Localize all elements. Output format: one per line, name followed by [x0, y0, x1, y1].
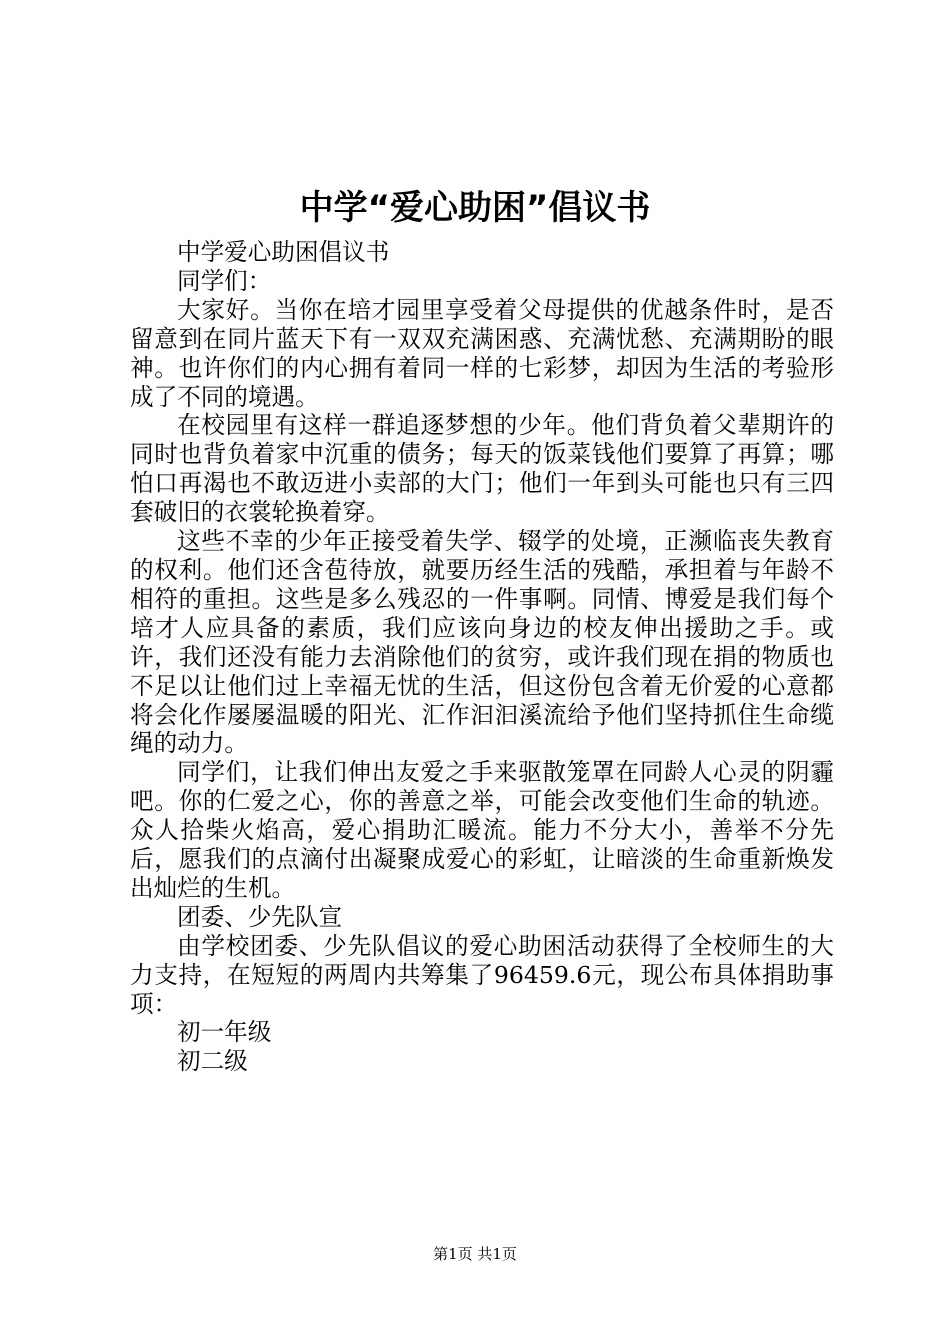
paragraph-subtitle: 中学爱心助困倡议书: [177, 238, 390, 266]
paragraph-grade-2: 初二级: [177, 1047, 248, 1076]
paragraph-call-to-action: 同学们，让我们伸出友爱之手来驱散笼罩在同龄人心灵的阴霾吧。你的仁爱之心，你的善意之举，可能会改变他们生命的轨迹。众人拾柴火焰高，爱心捐助汇暖流。能力不分大小，善举不分先后，愿我们的点滴付出凝聚成爱心的彩虹，让暗淡的生命重新焕发出灿烂的生机。: [130, 758, 834, 902]
paragraph-students: 在校园里有这样一群追逐梦想的少年。他们背负着父辈期许的同时也背负着家中沉重的债务；每天的饭菜钱他们要算了再算；哪怕口再渴也不敢迈进小卖部的大门；他们一年到头可能也只有三四套破旧的衣裳轮换着穿。: [130, 411, 834, 527]
paragraph-appeal: 这些不幸的少年正接受着失学、辍学的处境，正濒临丧失教育的权利。他们还含苞待放，就要历经生活的残酷，承担着与年龄不相符的重担。这些是多么残忍的一件事啊。同情、博爱是我们每个培才人应具备的素质，我们应该向身边的校友伸出援助之手。或许，我们还没有能力去消除他们的贫穷，或许我们现在捐的物质也不足以让他们过上幸福无忧的生活，但这份包含着无价爱的心意都将会化作屡屡温暖的阳光、汇作汩汩溪流给予他们坚持抓住生命缆绳的动力。: [130, 527, 834, 758]
document-title: 中学“爱心助困”倡议书: [299, 188, 651, 228]
paragraph-signature: 团委、少先队宣: [177, 902, 343, 931]
paragraph-grade-1: 初一年级: [177, 1018, 272, 1047]
paragraph-salutation: 同学们：: [177, 266, 272, 295]
paragraph-intro: 大家好。当你在培才园里享受着父母提供的优越条件时，是否留意到在同片蓝天下有一双双充满困惑、充满忧愁、充满期盼的眼神。也许你们的内心拥有着同一样的七彩梦，却因为生活的考验形成了不同的境遇。: [130, 295, 834, 411]
paragraph-results: 由学校团委、少先队倡议的爱心助困活动获得了全校师生的大力支持，在短短的两周内共筹集了96459.6元，现公布具体捐助事项：: [130, 931, 834, 1018]
document-body: [130, 238, 834, 1076]
page-footer: 第1页 共1页: [433, 1245, 517, 1263]
